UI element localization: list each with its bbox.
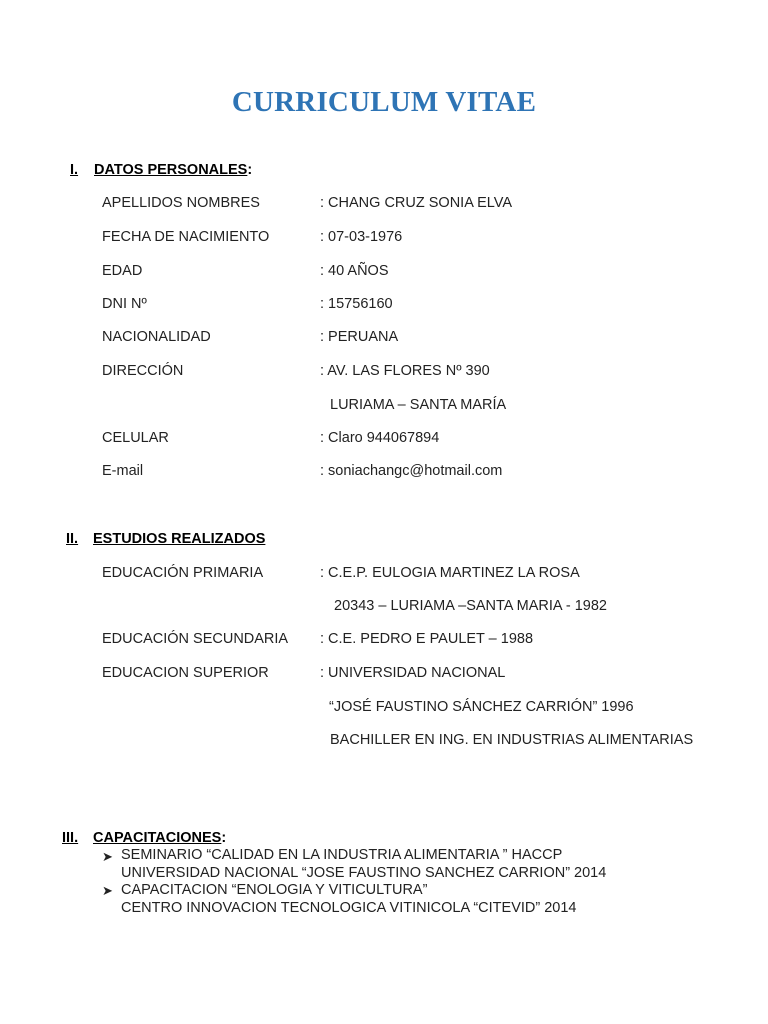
section-title: CAPACITACIONES — [93, 830, 222, 846]
field-value: : PERUANA — [320, 329, 399, 345]
training-item-institution: UNIVERSIDAD NACIONAL “JOSE FAUSTINO SANCHEZ CARRION” 2014 — [121, 865, 607, 881]
training-item-institution: CENTRO INNOVACION TECNOLOGICA VITINICOLA “CITEVID” 2014 — [121, 900, 577, 916]
field-label: E-mail — [102, 463, 144, 479]
field-value: : Claro 944067894 — [320, 430, 440, 446]
document-title: CURRICULUM VITAE — [231, 86, 537, 118]
section-heading-training: III. CAPACITACIONES: — [62, 830, 227, 846]
section-heading-personal: I. DATOS PERSONALES: — [70, 162, 253, 178]
training-item-title: SEMINARIO “CALIDAD EN LA INDUSTRIA ALIMENTARIA ” HACCP — [121, 847, 563, 863]
training-item-title: CAPACITACION “ENOLOGIA Y VITICULTURA” — [121, 882, 428, 898]
field-label: EDUCACIÓN SECUNDARIA — [102, 631, 289, 647]
field-label: DIRECCIÓN — [102, 363, 184, 379]
field-value-continuation: “JOSÉ FAUSTINO SÁNCHEZ CARRIÓN” 1996 — [329, 699, 634, 715]
field-label: EDUCACIÓN PRIMARIA — [102, 565, 264, 581]
field-value-continuation: 20343 – LURIAMA –SANTA MARIA - 1982 — [334, 598, 607, 614]
arrow-bullet-icon: ➤ — [102, 849, 113, 864]
section-heading-studies — [66, 531, 265, 547]
section-number: I. — [70, 162, 79, 178]
section-title: DATOS PERSONALES — [94, 162, 248, 178]
field-label: NACIONALIDAD — [102, 329, 211, 345]
field-value: : UNIVERSIDAD NACIONAL — [320, 665, 506, 681]
arrow-bullet-icon: ➤ — [102, 883, 113, 898]
field-label: CELULAR — [102, 430, 169, 446]
field-value: : soniachangc@hotmail.com — [320, 463, 503, 479]
field-label: EDAD — [102, 263, 143, 279]
field-value-continuation: LURIAMA – SANTA MARÍA — [330, 397, 507, 413]
field-value: : C.E.P. EULOGIA MARTINEZ LA ROSA — [320, 565, 580, 581]
field-value: : 40 AÑOS — [320, 263, 389, 279]
field-value: : 07-03-1976 — [320, 229, 403, 245]
field-label: DNI Nº — [102, 296, 147, 312]
field-label: EDUCACION SUPERIOR — [102, 665, 269, 681]
field-value-continuation: BACHILLER EN ING. EN INDUSTRIAS ALIMENTARIAS — [330, 732, 694, 748]
field-value: : CHANG CRUZ SONIA ELVA — [320, 195, 513, 211]
section-title: ESTUDIOS REALIZADOS — [93, 531, 266, 547]
field-label: FECHA DE NACIMIENTO — [102, 229, 270, 245]
section-number: III. — [62, 830, 79, 846]
field-value: : AV. LAS FLORES Nº 390 — [320, 363, 490, 379]
field-value: : 15756160 — [320, 296, 393, 312]
field-value: : C.E. PEDRO E PAULET – 1988 — [320, 631, 534, 647]
section-number: II. — [66, 531, 79, 547]
field-label: APELLIDOS NOMBRES — [102, 195, 260, 211]
